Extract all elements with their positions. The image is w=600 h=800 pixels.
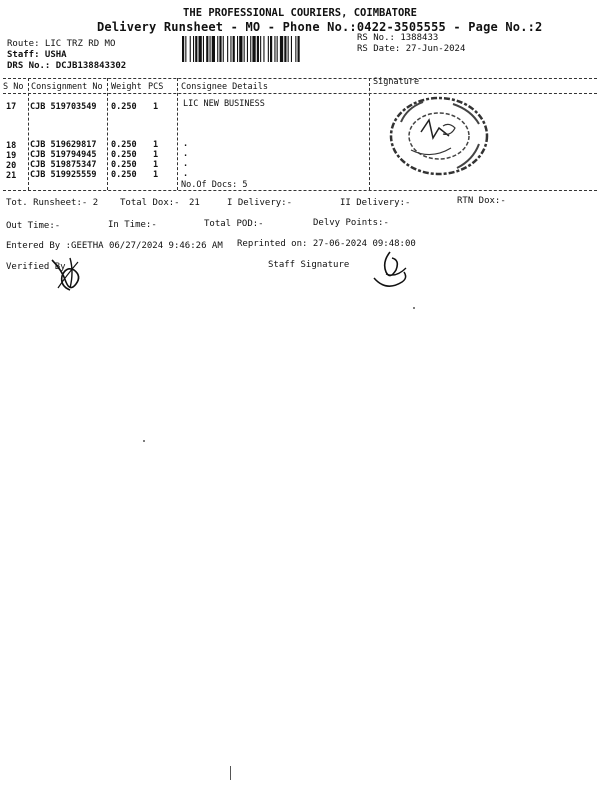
barcode-bar (257, 36, 259, 62)
barcode-bar (237, 36, 238, 62)
table-row-sno: 19 (6, 151, 17, 161)
barcode-bar (185, 36, 186, 62)
column-header-signature: Signature (373, 77, 420, 87)
barcode-bar (206, 36, 208, 62)
i-delivery: I Delivery:- (227, 198, 293, 208)
table-top-border (3, 78, 597, 79)
barcode-bar (252, 36, 255, 62)
verifier-signature-icon (48, 254, 90, 294)
table-divider (107, 78, 108, 190)
table-row-details: . (183, 169, 189, 179)
barcode-bar (199, 36, 202, 62)
table-divider (28, 78, 29, 190)
barcode-bar (190, 36, 191, 62)
table-row-pcs: 1 (153, 150, 159, 160)
barcode-bar (260, 36, 261, 62)
table-row-consignment: CJB 519925559 (30, 170, 97, 180)
column-header-weight: Weight (111, 82, 142, 92)
scan-speck (143, 440, 145, 442)
table-row-sno: 18 (6, 141, 17, 151)
table-row-pcs: 1 (153, 160, 159, 170)
rs-date: RS Date: 27-Jun-2024 (357, 44, 466, 54)
barcode-bar (274, 36, 275, 62)
barcode-bar (223, 36, 224, 62)
table-row-pcs: 1 (153, 140, 159, 150)
runsheet-title: Delivery Runsheet - MO - Phone No.:0422-3505555 - Page No.:2 (97, 20, 543, 34)
table-row-weight: 0.250 (111, 102, 137, 112)
table-row-consignment: CJB 519629817 (30, 140, 97, 150)
barcode-bar (263, 36, 264, 62)
table-divider (177, 78, 178, 190)
rs-number: RS No.: 1388433 (357, 33, 439, 43)
total-pod: Total POD:- (204, 219, 264, 229)
out-time: Out Time:- (6, 221, 61, 231)
table-bottom-border (3, 190, 597, 191)
barcode-bar (298, 36, 300, 62)
column-header-pcs: PCS (148, 82, 164, 92)
column-header-sno: S No (3, 82, 24, 92)
barcode-bar (217, 36, 218, 62)
staff-signature-icon (370, 248, 410, 296)
table-header-border (3, 93, 597, 94)
barcode-bar (227, 36, 228, 62)
table-row-details: . (183, 149, 189, 159)
drs-number: DRS No.: DCJB138843302 (7, 61, 127, 71)
table-row-weight: 0.250 (111, 160, 137, 170)
barcode-bar (270, 36, 272, 62)
company-stamp-icon (383, 92, 495, 180)
barcode-bar (212, 36, 215, 62)
barcode-bar (277, 36, 278, 62)
column-header-consignee: Consignee Details (181, 82, 268, 92)
barcode-bar (295, 36, 296, 62)
table-row-consignment: CJB 519875347 (30, 160, 97, 170)
verified-by-label: Verified By (6, 262, 66, 272)
barcode-bar (291, 36, 292, 62)
barcode-bar (288, 36, 289, 62)
table-divider (369, 78, 370, 190)
barcode-bar (268, 36, 269, 62)
table-row-weight: 0.250 (111, 170, 137, 180)
table-row-details: . (183, 139, 189, 149)
table-row-pcs: 1 (153, 102, 159, 112)
route-label: Route: LIC TRZ RD MO (7, 39, 116, 49)
rtn-dox: RTN Dox:- (457, 196, 506, 206)
staff-label: Staff: USHA (7, 50, 67, 60)
barcode-bar (219, 36, 221, 62)
ii-delivery: II Delivery:- (340, 198, 411, 208)
table-row-consignment: CJB 519703549 (30, 102, 97, 112)
scan-speck (230, 766, 231, 780)
barcode-bar (193, 36, 194, 62)
table-row-details: LIC NEW BUSINESS (183, 99, 265, 109)
total-dox-value: 21 (189, 198, 200, 208)
barcode-bar (233, 36, 235, 62)
barcode-bar (182, 36, 184, 62)
barcode-bar (195, 36, 197, 62)
table-row-weight: 0.250 (111, 140, 137, 150)
reprinted-on: Reprinted on: 27-06-2024 09:48:00 (237, 239, 416, 249)
company-name: THE PROFESSIONAL COURIERS, COIMBATORE (183, 7, 417, 19)
table-row-details: . (183, 159, 189, 169)
table-row-sno: 21 (6, 171, 17, 181)
staff-signature-label: Staff Signature (268, 260, 350, 270)
barcode-icon (182, 36, 352, 62)
in-time: In Time:- (108, 220, 157, 230)
table-row-weight: 0.250 (111, 150, 137, 160)
barcode-bar (210, 36, 211, 62)
table-row-sno: 20 (6, 161, 17, 171)
barcode-bar (284, 36, 286, 62)
scan-speck (413, 307, 415, 309)
delvy-points: Delvy Points:- (313, 218, 389, 228)
barcode-bar (250, 36, 251, 62)
tot-runsheet: Tot. Runsheet:- 2 (6, 198, 99, 208)
barcode-bar (203, 36, 204, 62)
column-header-consignment: Consignment No (31, 82, 103, 92)
table-row-pcs: 1 (153, 170, 159, 180)
entered-by: Entered By :GEETHA 06/27/2024 9:46:26 AM (6, 241, 223, 251)
barcode-bar (247, 36, 248, 62)
barcode-bar (230, 36, 231, 62)
barcode-bar (280, 36, 283, 62)
table-row-consignment: CJB 519794945 (30, 150, 97, 160)
total-dox-label: Total Dox:- (120, 198, 180, 208)
barcode-bar (239, 36, 242, 62)
barcode-bar (244, 36, 245, 62)
table-row-sno: 17 (6, 102, 17, 112)
no-of-docs: No.Of Docs: 5 (181, 180, 248, 190)
